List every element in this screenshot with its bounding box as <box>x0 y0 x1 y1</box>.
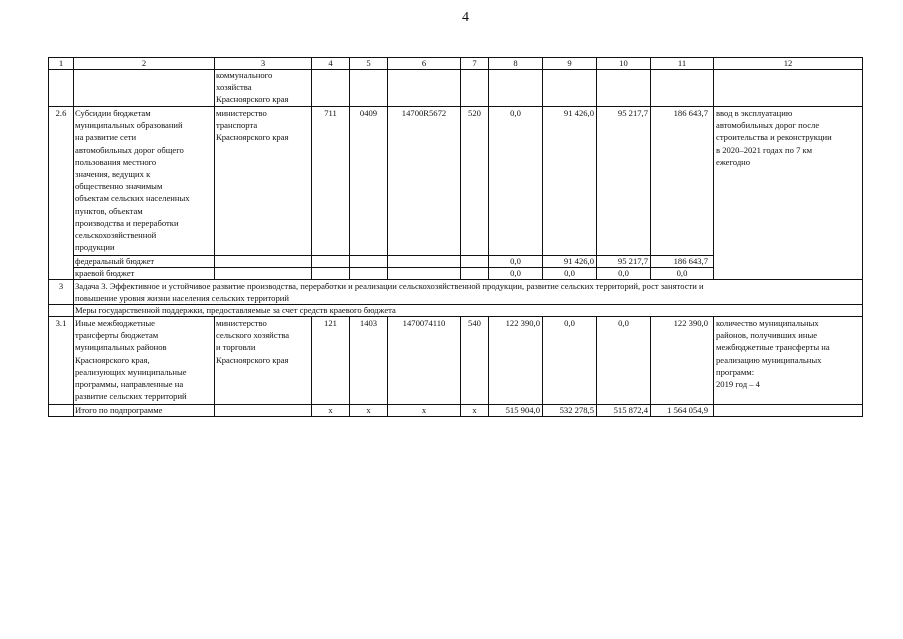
regional-budget-col8: 0,0 <box>510 268 521 278</box>
column-divider <box>311 57 312 280</box>
federal-budget-col9: 91 426,0 <box>563 256 594 266</box>
column-divider <box>387 57 388 280</box>
column-divider <box>214 316 215 417</box>
column-divider <box>73 57 74 417</box>
column-divider <box>311 316 312 417</box>
support-measures-heading: Меры государственной поддержки, предоставляемые за счет средств краевого бюджета <box>75 305 396 315</box>
column-divider <box>488 57 489 280</box>
column-divider <box>650 57 651 280</box>
total-col6: х <box>421 405 427 415</box>
column-divider <box>460 316 461 417</box>
header-col-9: 9 <box>567 58 572 68</box>
column-divider <box>488 316 489 417</box>
federal-budget-col8: 0,0 <box>510 256 521 266</box>
row-3-1-col7: 540 <box>468 318 481 328</box>
total-col11: 1 564 054,9 <box>667 405 708 415</box>
row-2-6-col5: 0409 <box>359 108 378 118</box>
row-3-1-result: количество муниципальных районов, получивших иные межбюджетные трансферты на реализацию муниципальных программ: 2019 год – 4 <box>716 318 830 390</box>
total-col4: х <box>328 405 333 415</box>
header-col-8: 8 <box>513 58 518 68</box>
header-col-1: 1 <box>58 58 64 68</box>
column-divider <box>460 57 461 280</box>
row-2-6-result: ввод в эксплуатацию автомобильных дорог после строительства и реконструкции в 2020–2021 годах по 7 км ежегодно <box>716 108 832 167</box>
total-col5: х <box>366 405 371 415</box>
header-col-11: 11 <box>677 58 687 68</box>
task-3-text: Задача 3. Эффективное и устойчивое развитие производства, переработки и реализации сельскохозяйственной продукции, развитие сельских территорий, рост занятости и повышение уровня жизни населения сельских территорий <box>75 281 704 304</box>
row-3-1-col4: 121 <box>324 318 337 328</box>
header-col-12: 12 <box>783 58 793 68</box>
total-label: Итого по подпрограмме <box>75 405 163 415</box>
column-divider <box>650 316 651 417</box>
header-col-3: 3 <box>260 58 266 68</box>
total-col8: 515 904,0 <box>505 405 540 415</box>
row-3-1-executor: министерство сельского хозяйства и торговли Красноярского края <box>216 318 290 365</box>
regional-budget-col10: 0,0 <box>618 268 629 278</box>
task-3-number: 3 <box>58 281 64 291</box>
regional-budget-col11: 0,0 <box>676 268 688 278</box>
total-col7: х <box>472 405 477 415</box>
column-divider <box>596 57 597 280</box>
column-divider <box>713 57 714 280</box>
row-3-1-col8: 122 390,0 <box>505 318 540 328</box>
column-divider <box>349 57 350 280</box>
row-2-6-col8: 0,0 <box>510 108 521 118</box>
header-col-10: 10 <box>619 58 628 68</box>
header-col-6: 6 <box>421 58 427 68</box>
column-divider <box>387 316 388 417</box>
row-2-6-col4: 711 <box>324 108 337 118</box>
table-border-right <box>862 57 863 417</box>
total-col10: 515 872,4 <box>613 405 648 415</box>
row-3-1-col5: 1403 <box>359 318 378 328</box>
row-2-6-col9: 91 426,0 <box>563 108 594 118</box>
total-col9: 532 278,5 <box>559 405 594 415</box>
page-number: 4 <box>462 10 469 25</box>
row-3-1-col6: 1470074110 <box>402 318 446 328</box>
column-divider <box>542 57 543 280</box>
row-2-6-col7: 520 <box>468 108 481 118</box>
row-2-6-executor: министерство транспорта Красноярского края <box>216 108 289 143</box>
row-2-6-col10: 95 217,7 <box>617 108 648 118</box>
column-divider <box>542 316 543 417</box>
regional-budget-label: краевой бюджет <box>75 268 135 278</box>
row-2-6-col6: 14700R5672 <box>401 108 447 118</box>
row-2-6-name: Субсидии бюджетам муниципальных образований на развитие сети автомобильных дорог общего пользования местного значения, ведущих к общественно значимым объектам сельских населенных пунктов, объектам производства и переработки сельскохозяйственной продукции <box>75 108 190 253</box>
column-divider <box>596 316 597 417</box>
federal-budget-label: федеральный бюджет <box>75 256 155 266</box>
federal-budget-col11: 186 643,7 <box>673 256 708 266</box>
header-col-7: 7 <box>472 58 477 68</box>
header-col-2: 2 <box>141 58 147 68</box>
row-3-1-col9: 0,0 <box>564 318 575 328</box>
continuation-executor: коммунального хозяйства Красноярского края <box>216 70 289 105</box>
column-divider <box>214 57 215 280</box>
row-2-6-col11: 186 643,7 <box>673 108 708 118</box>
row-3-1-col11: 122 390,0 <box>673 318 708 328</box>
row-2-6-number: 2.6 <box>55 108 67 118</box>
row-3-1-name: Иные межбюджетные трансферты бюджетам муниципальных районов Красноярского края, реализующих муниципальные программы, направленные на развитие сельских территорий <box>75 318 187 402</box>
header-col-4: 4 <box>328 58 333 68</box>
column-divider <box>349 316 350 417</box>
row-3-1-number: 3.1 <box>55 318 67 328</box>
row-3-1-col10: 0,0 <box>618 318 629 328</box>
regional-budget-col9: 0,0 <box>564 268 575 278</box>
column-divider <box>713 316 714 417</box>
federal-budget-col10: 95 217,7 <box>617 256 648 266</box>
header-col-5: 5 <box>366 58 371 68</box>
